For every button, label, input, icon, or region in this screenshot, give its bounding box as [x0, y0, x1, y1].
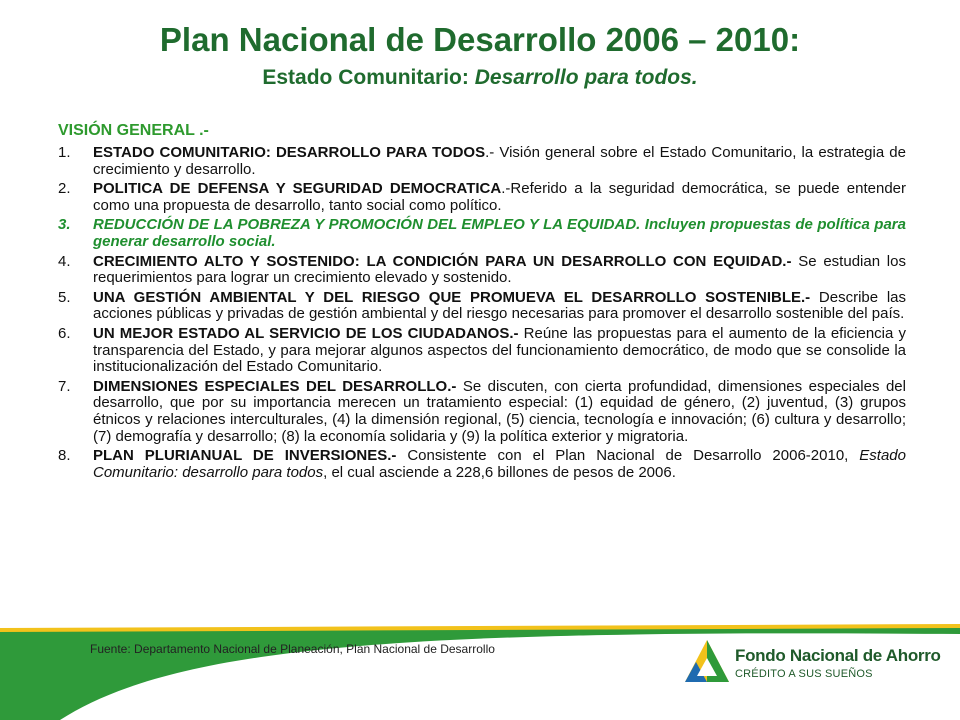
item-number: 5. — [58, 288, 71, 306]
item-number: 4. — [58, 252, 71, 270]
list-item-highlight — [58, 217, 906, 250]
item-number: 1. — [58, 144, 71, 161]
item-body-b: , el cual asciende a 228,6 billones de pesos de 2006. — [323, 463, 676, 481]
list-item — [58, 145, 906, 178]
item-heading: UNA GESTIÓN AMBIENTAL Y DEL RIESGO QUE PROMUEVA EL DESARROLLO SOSTENIBLE.- — [93, 288, 811, 306]
list-item — [58, 290, 906, 323]
item-body: .-Referido a la seguridad democrática, se puede entender como una propuesta de desarrollo, tanto social como político. — [93, 180, 906, 214]
item-body: Describe las acciones públicas y privadas de gestión ambiental y del riesgo necesarias para promover el desarrollo sostenible del país. — [93, 288, 906, 323]
item-body: Se discuten, con cierta profundidad, dimensiones especiales del desarrollo, que por su importancia merecen un tratamiento especial: (1) equidad de género, (2) juventud, (3) grupos étnicos y relaciones interculturales, (4) la dimensión regional, (5) ciencia, tecnología e innovación; (6) cultura y desarrollo; (7) demografía y desarrollo; (8) la economía solidaria y (9) la política exterior y migratoria. — [93, 377, 906, 445]
item-heading: ESTADO COMUNITARIO: DESARROLLO PARA TODOS — [93, 144, 486, 161]
triangle-logo-icon — [683, 636, 731, 692]
list-item — [58, 181, 906, 214]
list-item — [58, 254, 906, 287]
item-body: Se estudian los requerimientos para lograr un crecimiento elevado y sostenido. — [93, 252, 906, 287]
item-number: 8. — [58, 447, 71, 465]
list-item — [58, 379, 906, 445]
item-heading: UN MEJOR ESTADO AL SERVICIO DE LOS CIUDADANOS.- — [93, 324, 519, 342]
vision-list — [58, 145, 906, 484]
subtitle-italic: Desarrollo para todos. — [474, 66, 698, 89]
slide-title: Plan Nacional de Desarrollo 2006 – 2010: — [159, 21, 801, 58]
section-heading: VISIÓN GENERAL .- — [58, 122, 209, 139]
item-number: 7. — [58, 377, 71, 395]
item-body-a: Consistente con el Plan Nacional de Desarrollo 2006-2010, — [396, 447, 860, 465]
item-heading: POLITICA DE DEFENSA Y SEGURIDAD DEMOCRATICA — [93, 180, 502, 198]
list-item — [58, 448, 906, 481]
slide-subtitle — [0, 64, 960, 92]
subtitle-plain: Estado Comunitario: — [262, 66, 475, 89]
list-item — [58, 326, 906, 376]
fna-logo — [683, 636, 953, 692]
item-number: 6. — [58, 324, 71, 342]
logo-name: Fondo Nacional de Ahorro — [735, 646, 941, 665]
logo-tagline: CRÉDITO A SUS SUEÑOS — [735, 668, 873, 680]
item-body-italic: Estado Comunitario: desarrollo para todos — [93, 447, 906, 481]
item-heading: DIMENSIONES ESPECIALES DEL DESARROLLO.- — [93, 377, 457, 395]
item-number: 2. — [58, 180, 71, 198]
item-body: Reúne las propuestas para el aumento de la eficiencia y transparencia del Estado, y para mejorar algunos aspectos del funcionamiento democrático, de modo que se consolide la institucionalización del Estado Comunitario. — [93, 324, 907, 376]
item-text: REDUCCIÓN DE LA POBREZA Y PROMOCIÓN DEL EMPLEO Y LA EQUIDAD. Incluyen propuestas de política para generar desarrollo social. — [93, 216, 906, 250]
item-body: .- Visión general sobre el Estado Comunitario, la estrategia de crecimiento y desarrollo. — [93, 144, 906, 178]
item-heading: PLAN PLURIANUAL DE INVERSIONES.- — [93, 447, 397, 465]
item-number: 3. — [58, 216, 71, 234]
source-note: Fuente: Departamento Nacional de Planeación, Plan Nacional de Desarrollo — [90, 642, 495, 656]
item-heading: CRECIMIENTO ALTO Y SOSTENIDO: LA CONDICIÓN PARA UN DESARROLLO CON EQUIDAD.- — [93, 252, 792, 270]
